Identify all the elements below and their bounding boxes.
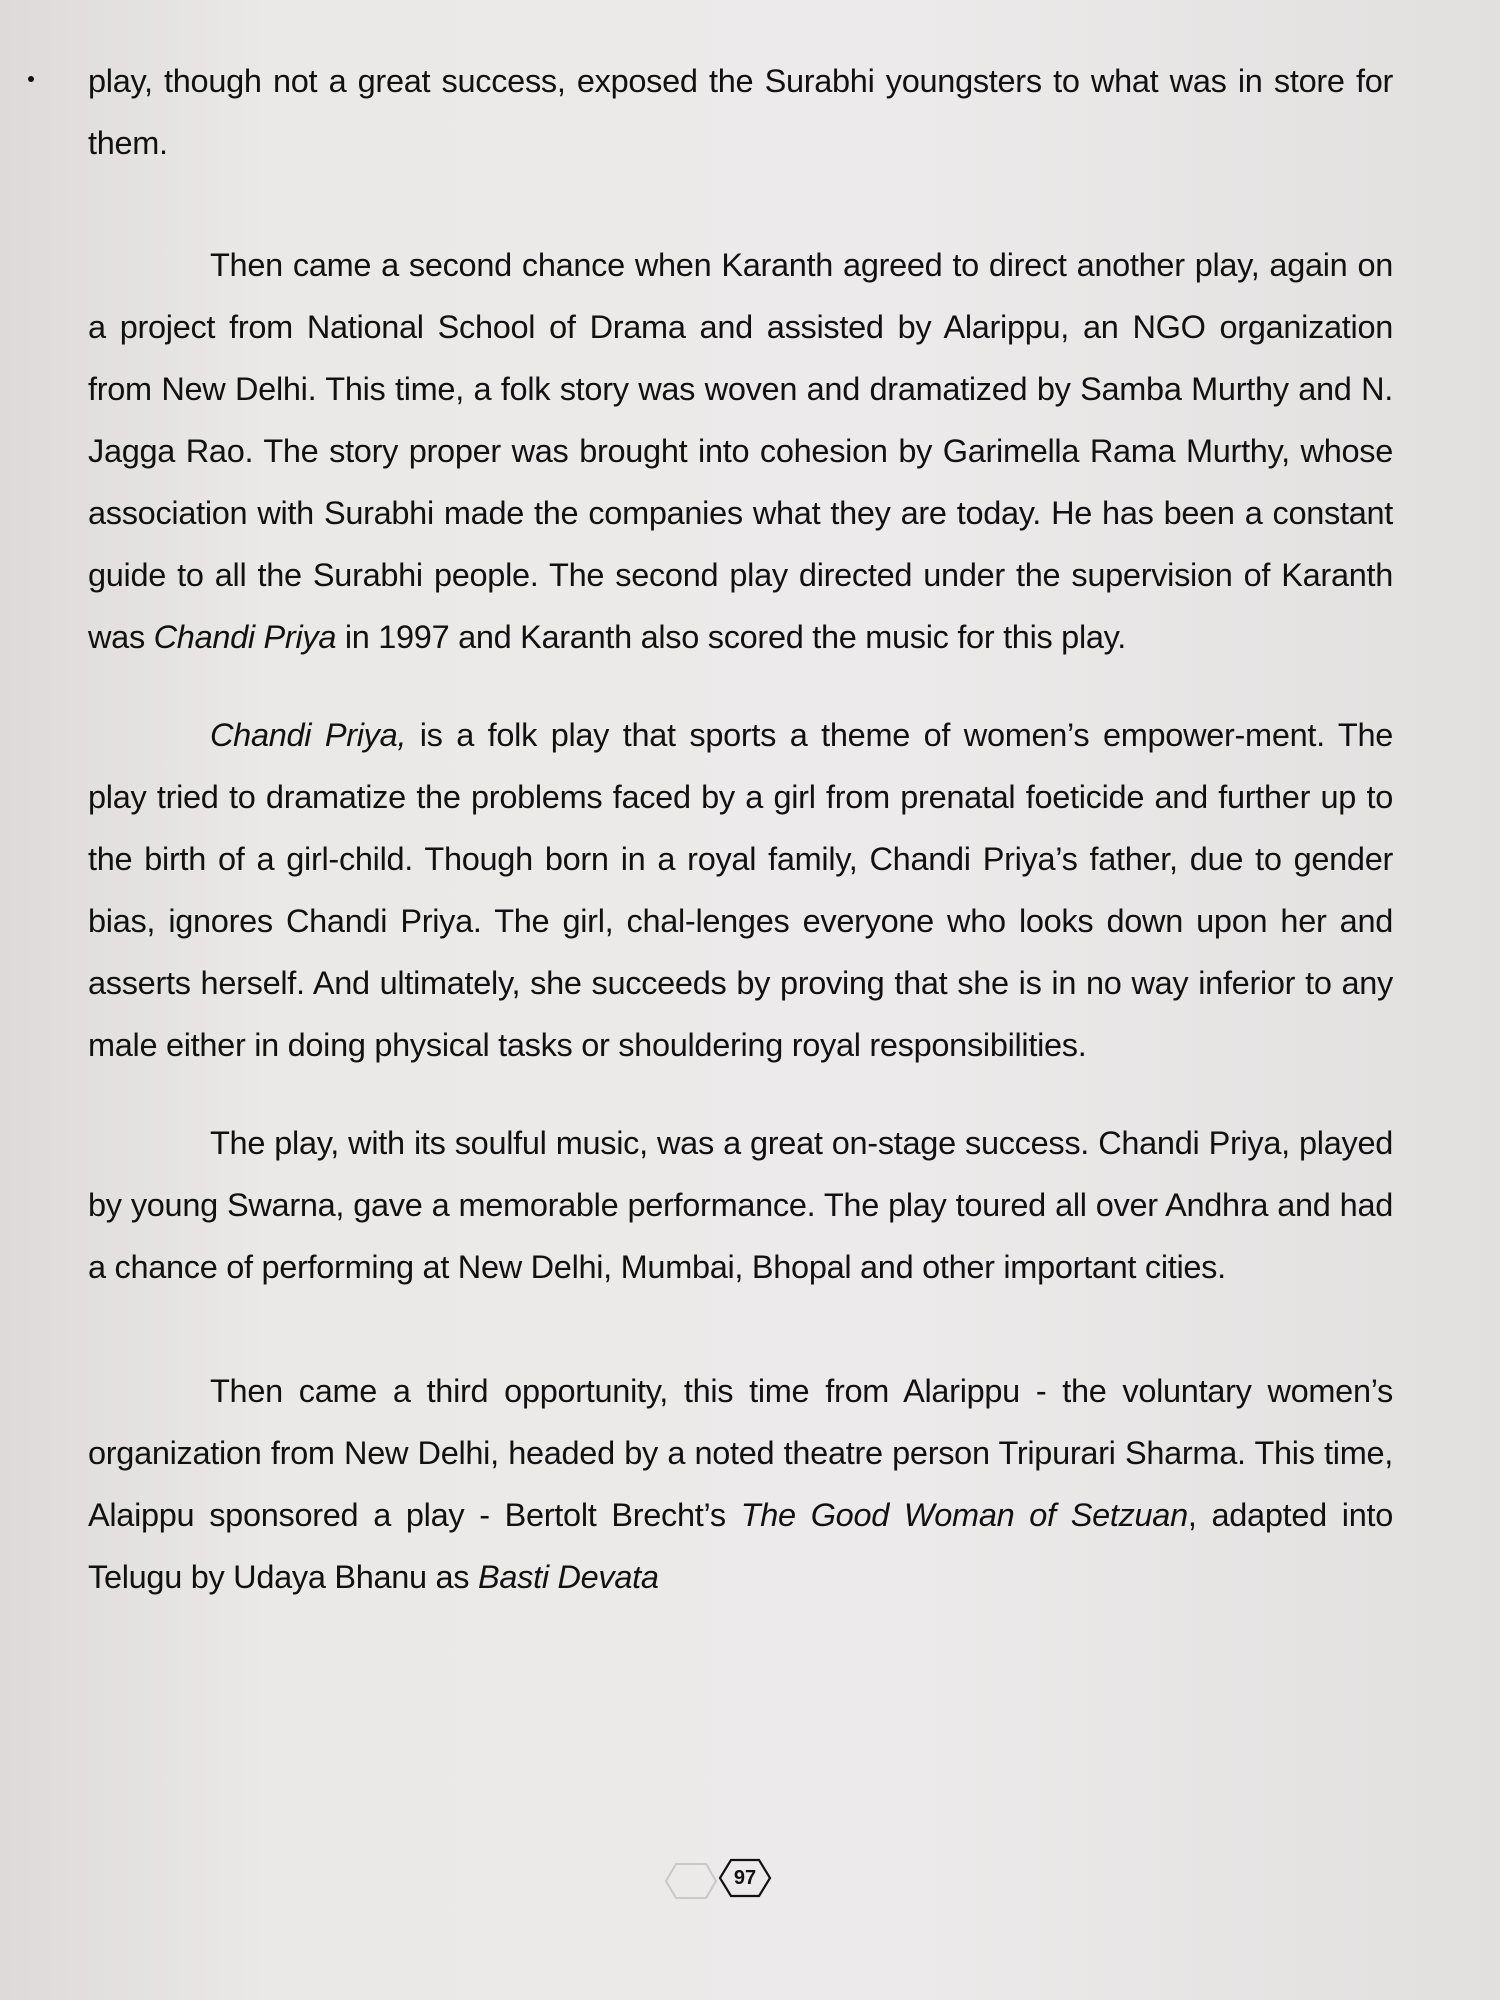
page-number-ghost-icon — [664, 1862, 718, 1900]
paragraph-text: , adapted into Telugu by Udaya Bhanu as — [88, 1497, 1393, 1595]
paragraph-text: Then came a second chance when Karanth agreed to direct another play, again on a project from National School of Drama and assisted by Alarippu, an NGO organization from New Delhi. This time, a folk story was woven and dramatized by Samba Murthy and N. Jagga Rao. The story proper was brought into cohesion by Garimella Rama Murthy, whose association with Surabhi made the companies what they are today. He has been a constant guide to all the Surabhi people. The second play directed under the supervision of Karanth was — [88, 247, 1393, 655]
body-text — [88, 50, 1393, 1608]
paragraph-text: The play, with its soulful music, was a great on-stage success. Chandi Priya, played by young Swarna, gave a memorable performance. The play toured all over Andhra and had a chance of performing at New Delhi, Mumbai, Bhopal and other important cities. — [88, 1125, 1393, 1285]
paragraph-text: Then came a third opportunity, this time from Alarippu - the voluntary women’s organization from New Delhi, headed by a noted theatre person Tripurari Sharma. This time, Alaippu sponsored a play - Bertolt Brecht’s — [88, 1373, 1393, 1533]
page-number — [718, 1858, 772, 1898]
paragraph-text: in 1997 and Karanth also scored the music for this play. — [336, 619, 1126, 655]
italic-title-text: Chandi Priya, — [210, 717, 407, 753]
paragraph-1 — [88, 50, 1393, 174]
italic-title-text: Chandi Priya — [153, 619, 337, 655]
paragraph-3 — [88, 704, 1393, 1076]
margin-mark — [28, 76, 34, 82]
paragraph-5 — [88, 1360, 1393, 1608]
paragraph-2 — [88, 234, 1393, 668]
paragraph-text: play, though not a great success, exposed the Surabhi youngsters to what was in store for them. — [88, 63, 1393, 161]
page-number-label: 97 — [733, 1867, 757, 1889]
paragraph-text: is a folk play that sports a theme of women’s empower-ment. The play tried to dramatize the problems faced by a girl from prenatal foeticide and further up to the birth of a girl-child. Though born in a royal family, Chandi Priya’s father, due to gender bias, ignores Chandi Priya. The girl, chal-lenges everyone who looks down upon her and asserts herself. And ultimately, she succeeds by proving that she is in no way inferior to any male either in doing physical tasks or shouldering royal responsibilities. — [88, 717, 1393, 1063]
italic-title-text: The Good Woman of Setzuan — [740, 1497, 1188, 1533]
paragraph-4 — [88, 1112, 1393, 1298]
italic-title-text: Basti Devata — [478, 1559, 659, 1595]
